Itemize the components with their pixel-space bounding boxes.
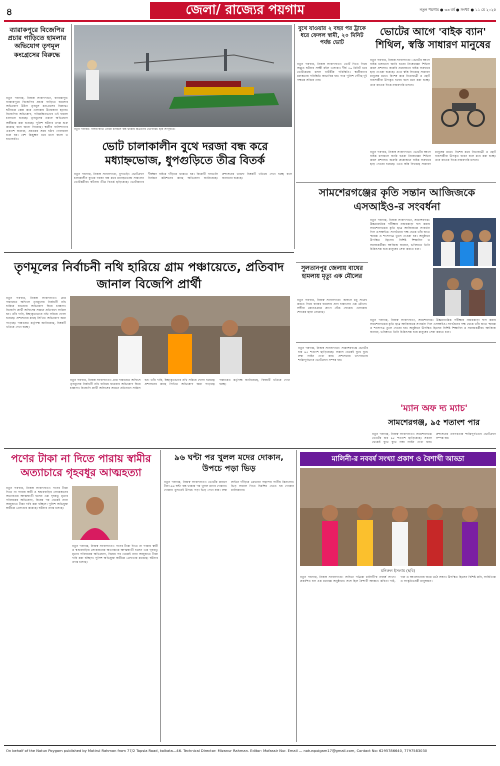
drowning-headline: বুথে যাওয়ার ২ বছর পর ট্রাকে ধরে ফেলল স্বামী, ২০ মিনিট পর্যন্ত ভোট [298,26,366,46]
malini-body: নতুন পয়গাম, নিজস্ব সংবাদদাতা: সাহিত্য পত্রিকা মালিনী-র নববর্ষ সংখ্যা প্রকাশিত হল এক মনোজ্ঞ অনুষ্ঠানে। সঙ্গে ছিল বৈশাখী আড্ডা। কবিতা পাঠ, গান ও আলোচনায় জমে ওঠে সন্ধ্যা। উপস্থিত ছিলেন বিশিষ্ট কবি, সাহিত্যিক ও সংস্কৃতিপ্রেমী মানুষজন। [300,575,496,584]
dowry-suicide-body-left: নতুন পয়গাম, নিজস্ব সংবাদদাতা: পণের টাকা দিতে না পারায় স্বামী ও শ্বশুরবাড়ির লোকজনের অত্যাচারে আত্মঘাতী হলেন এক গৃহবধূ। মৃতার পরিবারের অভিযোগ, বিয়ের পর থেকেই নানা অজুহাতে টাকা দাবি করা হচ্ছিল। পুলিশ অভিযুক্ত স্বামীকে গ্রেফতার করেছে। ঘটনার তদন্ত চলছে। [6,486,68,511]
cultural-event-graphic [300,468,496,566]
boat-crime-headline: ভোট চালাকালীন বুথে দরজা বন্ধ করে মধ্যাহ্নভোজ, ধুপগুড়িতে তীব্র বিতর্ক [102,140,268,167]
bike-ban-photo [432,58,496,144]
samserganj-award-body: নতুন পয়গাম, নিজস্ব সংবাদদাতা, সামশেরগঞ্জ: উচ্চমাধ্যমিক পরীক্ষায় নজরকাড়া ফল করায় সামশেরগঞ্জের কৃতি ছাত্র আজিজকে সংবর্ধনা দিল এসআইও। সংগঠনের পক্ষ থেকে তাঁর হাতে স্মারক ও শংসাপত্র তুলে দেওয়া হয়। অনুষ্ঠানে উপস্থিত ছিলেন বিশিষ্ট শিক্ষাবিদ ও সমাজকর্মীরা। আজিজ জানান, ভবিষ্যতে তিনি চিকিৎসক হয়ে মানুষের সেবা করতে চান। [370,218,430,251]
bike-ban-body: নতুন পয়গাম, নিজস্ব সংবাদদাতা: ভোটের আগে বাইক চলাচলে জারি হওয়া নিষেধাজ্ঞা শিথিল করল প্রশাসন। জরুরি প্রয়োজনে বাইক ব্যবহারে ছাড় দেওয়া হয়েছে। এতে স্বস্তি ফিরেছে সাধারণ মানুষের মধ্যে। বিশেষ করে নিত্যযাত্রী ও ছোট ব্যবসায়ীরা উপকৃত হবেন বলে মনে করা হচ্ছে। তবে রাতের দিকে নজরদারি চলবে। [370,58,430,87]
crowd-graphic [70,296,290,374]
boat-crime-body: নতুন পয়গাম, নিজস্ব সংবাদদাতা, ধুপগুড়ি: ভোটগ্রহণ চলাকালীন বুথের দরজা বন্ধ করে মধ্যাহ্নভোজ সারলেন ভোটকর্মীরা। ঘটনায় তীব্র বিতর্ক ছড়িয়েছে। ভোটারদের দীর্ঘক্ষণ বাইরে দাঁড়িয়ে থাকতে হয়। বিরোধী দলগুলি নির্বাচন কমিশনের কাছে অভিযোগ জানিয়েছে। প্রশাসনের তরফে বিষয়টি খতিয়ে দেখা হচ্ছে বলে জানানো হয়েছে। [74,172,292,185]
tiger-attack-headline: সুলতানপুর জেলায় বাঘের হামলায় মৃত্যু এক মৌলের [301,265,363,280]
samserganj-award-body-continued: নতুন পয়গাম, নিজস্ব সংবাদদাতা, সামশেরগঞ্জ: উচ্চমাধ্যমিক পরীক্ষায় নজরকাড়া ফল করায় সামশেরগঞ্জের কৃতি ছাত্র আজিজকে সংবর্ধনা দিল এসআইও। সংগঠনের পক্ষ থেকে তাঁর হাতে স্মারক ও শংসাপত্র তুলে দেওয়া হয়। অনুষ্ঠানে উপস্থিত ছিলেন বিশিষ্ট শিক্ষাবিদ ও সমাজকর্মীরা। আজিজ জানান, ভবিষ্যতে তিনি চিকিৎসক হয়ে মানুষের সেবা করতে চান। [370,318,496,335]
man-of-match-subhead: সামশেরগঞ্জ, ৯৫ শতাংশ পার [388,418,480,427]
man-of-match-headline: 'ম্যান অফ দ্য ম্যাচ' [400,404,468,414]
tmc-nomination-headline: তৃণমূলের নির্বাচনী নথি হারিয়ে গ্রাম পঞ্চায়েতে, প্রতিবাদ জানাল বিজেপি প্রার্থী [14,260,284,291]
award-ceremony-graphic [433,268,496,316]
tmc-nomination-body-columns: নতুন পয়গাম, নিজস্ব সংবাদদাতা: গ্রাম পঞ্চায়েত অফিসে তৃণমূলের নির্বাচনী নথি হারিয়ে যাওয়ার অভিযোগ ঘিরে চাঞ্চল্য। বিজেপি প্রার্থী অফিসের সামনে প্রতিবাদে সামিল হন। তাঁর দাবি, ইচ্ছাকৃতভাবে নথি সরিয়ে ফেলা হয়েছে। প্রশাসনের কাছে লিখিত অভিযোগ জমা পড়েছে। পঞ্চায়েত কর্তৃপক্ষ জানিয়েছে, বিষয়টি খতিয়ে দেখা হচ্ছে। [70,378,290,391]
page-number: ৪ [6,7,13,18]
samserganj-award-headline: সামশেরগঞ্জের কৃতি সন্তান আজিজকে এসআইও-র সংবর্ধনা [318,187,476,213]
malini-photo-credit: মনিরুল ইসলাম (ছবি) [380,568,416,573]
bike-ban-headline: ভোটের আগে 'বাইক ব্যান' শিথিল, স্বস্তি সাধারণ মানুষের [375,27,491,51]
river-scene-graphic [74,25,292,127]
liquor-shop-headline: ৯৬ ঘন্টা পর খুলল মদের দোকান, উপচে পড়া ভিড় [174,452,284,473]
street-scene-graphic [432,58,496,144]
students-graphic [433,218,496,266]
boat-photo-caption: নতুন পয়গাম: গঙ্গার ঘাটে নৌকা চলাচল বন্ধ থাকায় যাত্রীদের ভোগান্তি। ছবি সংগৃহীত। [74,128,176,131]
man-of-match-left-body: নতুন পয়গাম, নিজস্ব সংবাদদাতা: সামশেরগঞ্জে ভোটের হার ৯৫ শতাংশ ছাড়িয়েছে। সকাল থেকেই বুথে বুথে লম্বা লাইন দেখা যায়। প্রশাসনের তৎপরতায় শান্তিপূর্ণভাবে ভোটগ্রহণ সম্পন্ন হয়। [298,346,368,363]
tmc-nomination-body-left: নতুন পয়গাম, নিজস্ব সংবাদদাতা: গ্রাম পঞ্চায়েত অফিসে তৃণমূলের নির্বাচনী নথি হারিয়ে যাওয়ার অভিযোগ ঘিরে চাঞ্চল্য। বিজেপি প্রার্থী অফিসের সামনে প্রতিবাদে সামিল হন। তাঁর দাবি, ইচ্ছাকৃতভাবে নথি সরিয়ে ফেলা হয়েছে। প্রশাসনের কাছে লিখিত অভিযোগ জমা পড়েছে। পঞ্চায়েত কর্তৃপক্ষ জানিয়েছে, বিষয়টি খতিয়ে দেখা হচ্ছে। [6,296,66,329]
liquor-shop-body: নতুন পয়গাম, নিজস্ব সংবাদদাতা: ভোটের কারণে টানা ৯৬ ঘন্টা বন্ধ থাকার পর খুলল মদের দোকান। দোকান খুলতেই উপচে পড়া ভিড় দেখা যায়। লম্বা লাইনে দাঁড়িয়ে ক্রেতারা পছন্দের পানীয় কিনলেন। ভিড় সামাল দিতে হিমশিম খেতে হয় দোকান মালিকদের। [164,480,294,493]
malini-headline: মালিনী-র নববর্ষ সংখ্যা প্রকাশ ও বৈশাখী আড্ডা [300,452,496,466]
portrait-graphic [72,486,118,540]
footer-imprint: On behalf of the Notun Poygam published by Motirul Rahman from 77/2 Topsia Road, kolkata—46. Technical Director: Mizanur Rahman. Editor: Mofassir Nur. Email — notunpoigam17@gmail.com, Contact No: 6295786640, 7797583030 [6,749,428,753]
award-photo-1 [433,218,496,266]
drowning-body: নতুন পয়গাম, নিজস্ব সংবাদদাতা: ভোট দিতে গিয়ে অদ্ভুত ঘটনার সাক্ষী রইল এলাকা। দীর্ঘ ২০ মিনিট ধরে ভোটকেন্দ্রে চলল নাটকীয় পরিস্থিতি। স্থানীয়দের মধ্যস্থতায় পরিস্থিতি স্বাভাবিক হয়। পরে পুলিশ পৌঁছে দুই পক্ষকে সরিয়ে দেয়। [297,62,367,83]
bike-ban-body-continued: নতুন পয়গাম, নিজস্ব সংবাদদাতা: ভোটের আগে বাইক চলাচলে জারি হওয়া নিষেধাজ্ঞা শিথিল করল প্রশাসন। জরুরি প্রয়োজনে বাইক ব্যবহারে ছাড় দেওয়া হয়েছে। এতে স্বস্তি ফিরেছে সাধারণ মানুষের মধ্যে। বিশেষ করে নিত্যযাত্রী ও ছোট ব্যবসায়ীরা উপকৃত হবেন বলে মনে করা হচ্ছে। তবে রাতের দিকে নজরদারি চলবে। [370,150,496,167]
award-photo-2 [433,268,496,316]
man-of-match-body: নতুন পয়গাম, নিজস্ব সংবাদদাতা: সামশেরগঞ্জে ভোটের হার ৯৫ শতাংশ ছাড়িয়েছে। সকাল থেকেই বুথে বুথে লম্বা লাইন দেখা যায়। প্রশাসনের তৎপরতায় শান্তিপূর্ণভাবে ভোটগ্রহণ সম্পন্ন হয়। [372,432,496,445]
bjp-protest-body: নতুন পয়গাম, নিজস্ব সংবাদদাতা, ব্যারাকপুর: ব্যারাকপুরে বিজেপির প্রচার গাড়িতে হামলার অভিযোগ উঠল তৃণমূল কংগ্রেসের বিরুদ্ধে। ঘটনাকে কেন্দ্র করে এলাকায় উত্তেজনা ছড়ায়। বিজেপির অভিযোগ, পরিকল্পিতভাবে এই হামলা চালানো হয়েছে। তৃণমূলের তরফে অভিযোগ অস্বীকার করা হয়েছে। পুলিশ ঘটনার তদন্ত শুরু করেছে বলে জানা গিয়েছে। স্থানীয় বাসিন্দাদের একাংশ জানান, প্রচারের সময় হঠাৎ গোলমাল শুরু হয়। বেশ কিছুক্ষণ ধরে চলে বচসা ও হাতাহাতি। [6,96,68,141]
section-title: জেলা/ রাজ্যের পয়গাম [150,2,340,19]
dowry-suicide-headline: পণের টাকা না দিতে পারায় স্বামীর অত্যাচারে গৃহবধূর আত্মহত্যা [10,453,152,479]
victim-photo [72,486,118,540]
river-boat-photo [74,25,292,127]
dateline: নতুন পয়গাম ● ৩৩ বর্ষ ● সংখ্যা ● ১১ মে ২০২৫ [419,7,496,12]
malini-event-photo [300,468,496,566]
bjp-candidate-photo [70,296,290,374]
dowry-suicide-body-right: নতুন পয়গাম, নিজস্ব সংবাদদাতা: পণের টাকা দিতে না পারায় স্বামী ও শ্বশুরবাড়ির লোকজনের অত্যাচারে আত্মঘাতী হলেন এক গৃহবধূ। মৃতার পরিবারের অভিযোগ, বিয়ের পর থেকেই নানা অজুহাতে টাকা দাবি করা হচ্ছিল। পুলিশ অভিযুক্ত স্বামীকে গ্রেফতার করেছে। ঘটনার তদন্ত চলছে। [72,544,158,565]
tiger-attack-body: নতুন পয়গাম, নিজস্ব সংবাদদাতা: জঙ্গলে মধু সংগ্রহ করতে গিয়ে বাঘের হামলায় প্রাণ হারালেন এক মৌলে। সঙ্গীরা কোনওক্রমে প্রাণে বেঁচে ফেরেন। এলাকায় শোকের ছায়া নেমেছে। [297,298,367,315]
bjp-protest-headline: ব্যারাকপুরে বিজেপির প্রচার গাড়িতে হামলার অভিযোগ তৃণমূল কংগ্রেসের বিরুদ্ধে [7,26,67,59]
